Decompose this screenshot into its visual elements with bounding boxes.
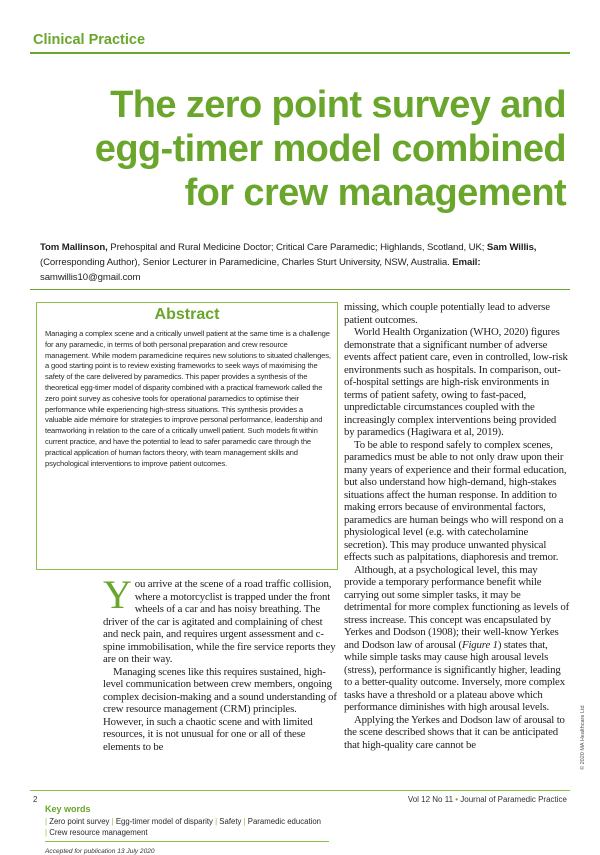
keyword: Safety bbox=[219, 817, 242, 826]
author-affiliation: Prehospital and Rural Medicine Doctor; Critical Care Paramedic; Highlands, Scotland, UK; bbox=[107, 242, 485, 253]
author-name: Sam Willis, bbox=[484, 242, 537, 253]
author-name: Tom Mallinson, bbox=[40, 242, 108, 253]
article-title bbox=[46, 83, 566, 215]
abstract-heading: Abstract bbox=[154, 306, 220, 323]
keywords-list: | Zero point survey | Egg-timer model of disparity | Safety | Paramedic education | Crew resource management bbox=[45, 817, 322, 837]
keyword: Crew resource management bbox=[49, 828, 148, 837]
body-paragraph: To be able to respond safely to complex scenes, paramedics must be able to not only draw upon their many years of experience and their formal education, but also understand how high-demand, high-stakes situations affect the human response. In addition to making errors because of environmental factors, paramedics are human beings who will respond on a physiological level (e.g. with catecholamine secretion). This may produce unwanted physical effects such as palpitations, diaphoresis and tremor. bbox=[344, 438, 567, 563]
issue-info: Vol 12 No 11 bbox=[407, 795, 454, 804]
author-affiliation: (Corresponding Author), Senior Lecturer in Paramedicine, Charles Sturt University, NSW, Australia. bbox=[40, 257, 450, 268]
body-paragraph: World Health Organization (WHO, 2020) figures demonstrate that a significant number of adverse events affect patient care, even in controlled, low-risk environments such as hospitals. In comparison, out-of-hospital settings are high-risk environments in terms of patient safety, owing to fast-paced, unpredictable circumstances coupled with the increasingly complex interventions being provided by paramedics (Hagiwara et al, 2019). bbox=[344, 326, 568, 438]
author-divider bbox=[30, 289, 570, 290]
title-line: for crew management bbox=[184, 172, 566, 214]
title-line: The zero point survey and bbox=[110, 84, 566, 126]
accepted-divider bbox=[45, 841, 329, 842]
section-divider bbox=[30, 52, 570, 54]
body-paragraph: Managing scenes like this requires sustained, high-level communication between crew members, ongoing complex decision-making and a sound understanding of crew resource management (CRM) principles. However, in such a chaotic scene and with limited resources, it is not unusual for one or all of these elements to be bbox=[103, 665, 337, 753]
journal-name: Journal of Paramedic Practice bbox=[460, 795, 567, 804]
body-paragraph: Applying the Yerkes and Dodson law of arousal to the scene described shows that it can be anticipated that high-quality care cannot be bbox=[344, 713, 565, 751]
section-label: Clinical Practice bbox=[33, 32, 146, 48]
figure-reference[interactable]: Figure 1 bbox=[462, 638, 498, 651]
body-column-left bbox=[103, 572, 339, 753]
keyword: Paramedic education bbox=[247, 817, 322, 826]
email-address[interactable]: samwillis10@gmail.com bbox=[40, 272, 141, 283]
body-column-right bbox=[344, 301, 569, 751]
accepted-date: Accepted for publication 13 July 2020 bbox=[45, 848, 155, 855]
drop-cap: Y bbox=[103, 572, 132, 617]
journal-footer bbox=[408, 795, 567, 804]
footer-separator: • bbox=[453, 795, 461, 804]
copyright-notice: © 2020 MA Healthcare Ltd bbox=[580, 705, 586, 770]
keyword: Egg-timer model of disparity bbox=[115, 817, 213, 826]
title-line: egg-timer model combined bbox=[94, 128, 566, 170]
body-paragraph: missing, which couple potentially lead to adverse patient outcomes. bbox=[344, 301, 550, 326]
page-number: 2 bbox=[33, 795, 38, 804]
email-label: Email: bbox=[449, 257, 481, 268]
footer-divider bbox=[30, 790, 570, 791]
keyword: Zero point survey bbox=[49, 817, 110, 826]
body-paragraph: You arrive at the scene of a road traffic collision, where a motorcyclist is trapped under the front wheels of a car and has noisy breathing. The driver of the car is agitated and complaining of chest and neck pain, and requires urgent assessment and c-spine immobilisation, while the fire service reports they are on their way. bbox=[103, 572, 336, 665]
body-paragraph: Although, at a psychological level, this may provide a temporary performance benefit while carrying out some simpler tasks, it may be detrimental for more complex functioning as levels of stress increase. This concept was encapsulated by Yerkes and Dodson (1908); their well-know Yerkes and Dodson law of arousal (Figure 1) states that, while simple tasks may cause high arousal levels (stress), performance is significantly higher, leading to a better-quality outcome. Inversely, more complex tasks have a threshold or a plateau above which performance diminishes with high arousal levels. bbox=[344, 563, 570, 713]
author-block bbox=[40, 240, 568, 285]
keywords-heading: Key words bbox=[45, 804, 91, 814]
abstract-text: Managing a complex scene and a critically unwell patient at the same time is a challenge for any paramedic, in terms of both personal preparation and crew resource management. While modern paramedicine requires new solutions to situated challenges, a good starting point is to review existing frameworks to seek ways of maximising the safety of the care delivered by paramedics. This paper provides a synthesis of the theoretical egg-timer model of disparity combined with a practical framework called the zero point survey as cohesive tools for operational paramedics to optimise their performance while experiencing high-stress situations. This synthesis provides a valuable aide mémoire for strategies to improve personal performance, leadership and teamworking in relation to the care of a critically unwell patient. Such models fit within current practice, and have the potential to lead to safer paramedic care through the practical application of human factors theory, with team management skills and psychological interventions to improve patient outcomes. bbox=[45, 329, 331, 468]
